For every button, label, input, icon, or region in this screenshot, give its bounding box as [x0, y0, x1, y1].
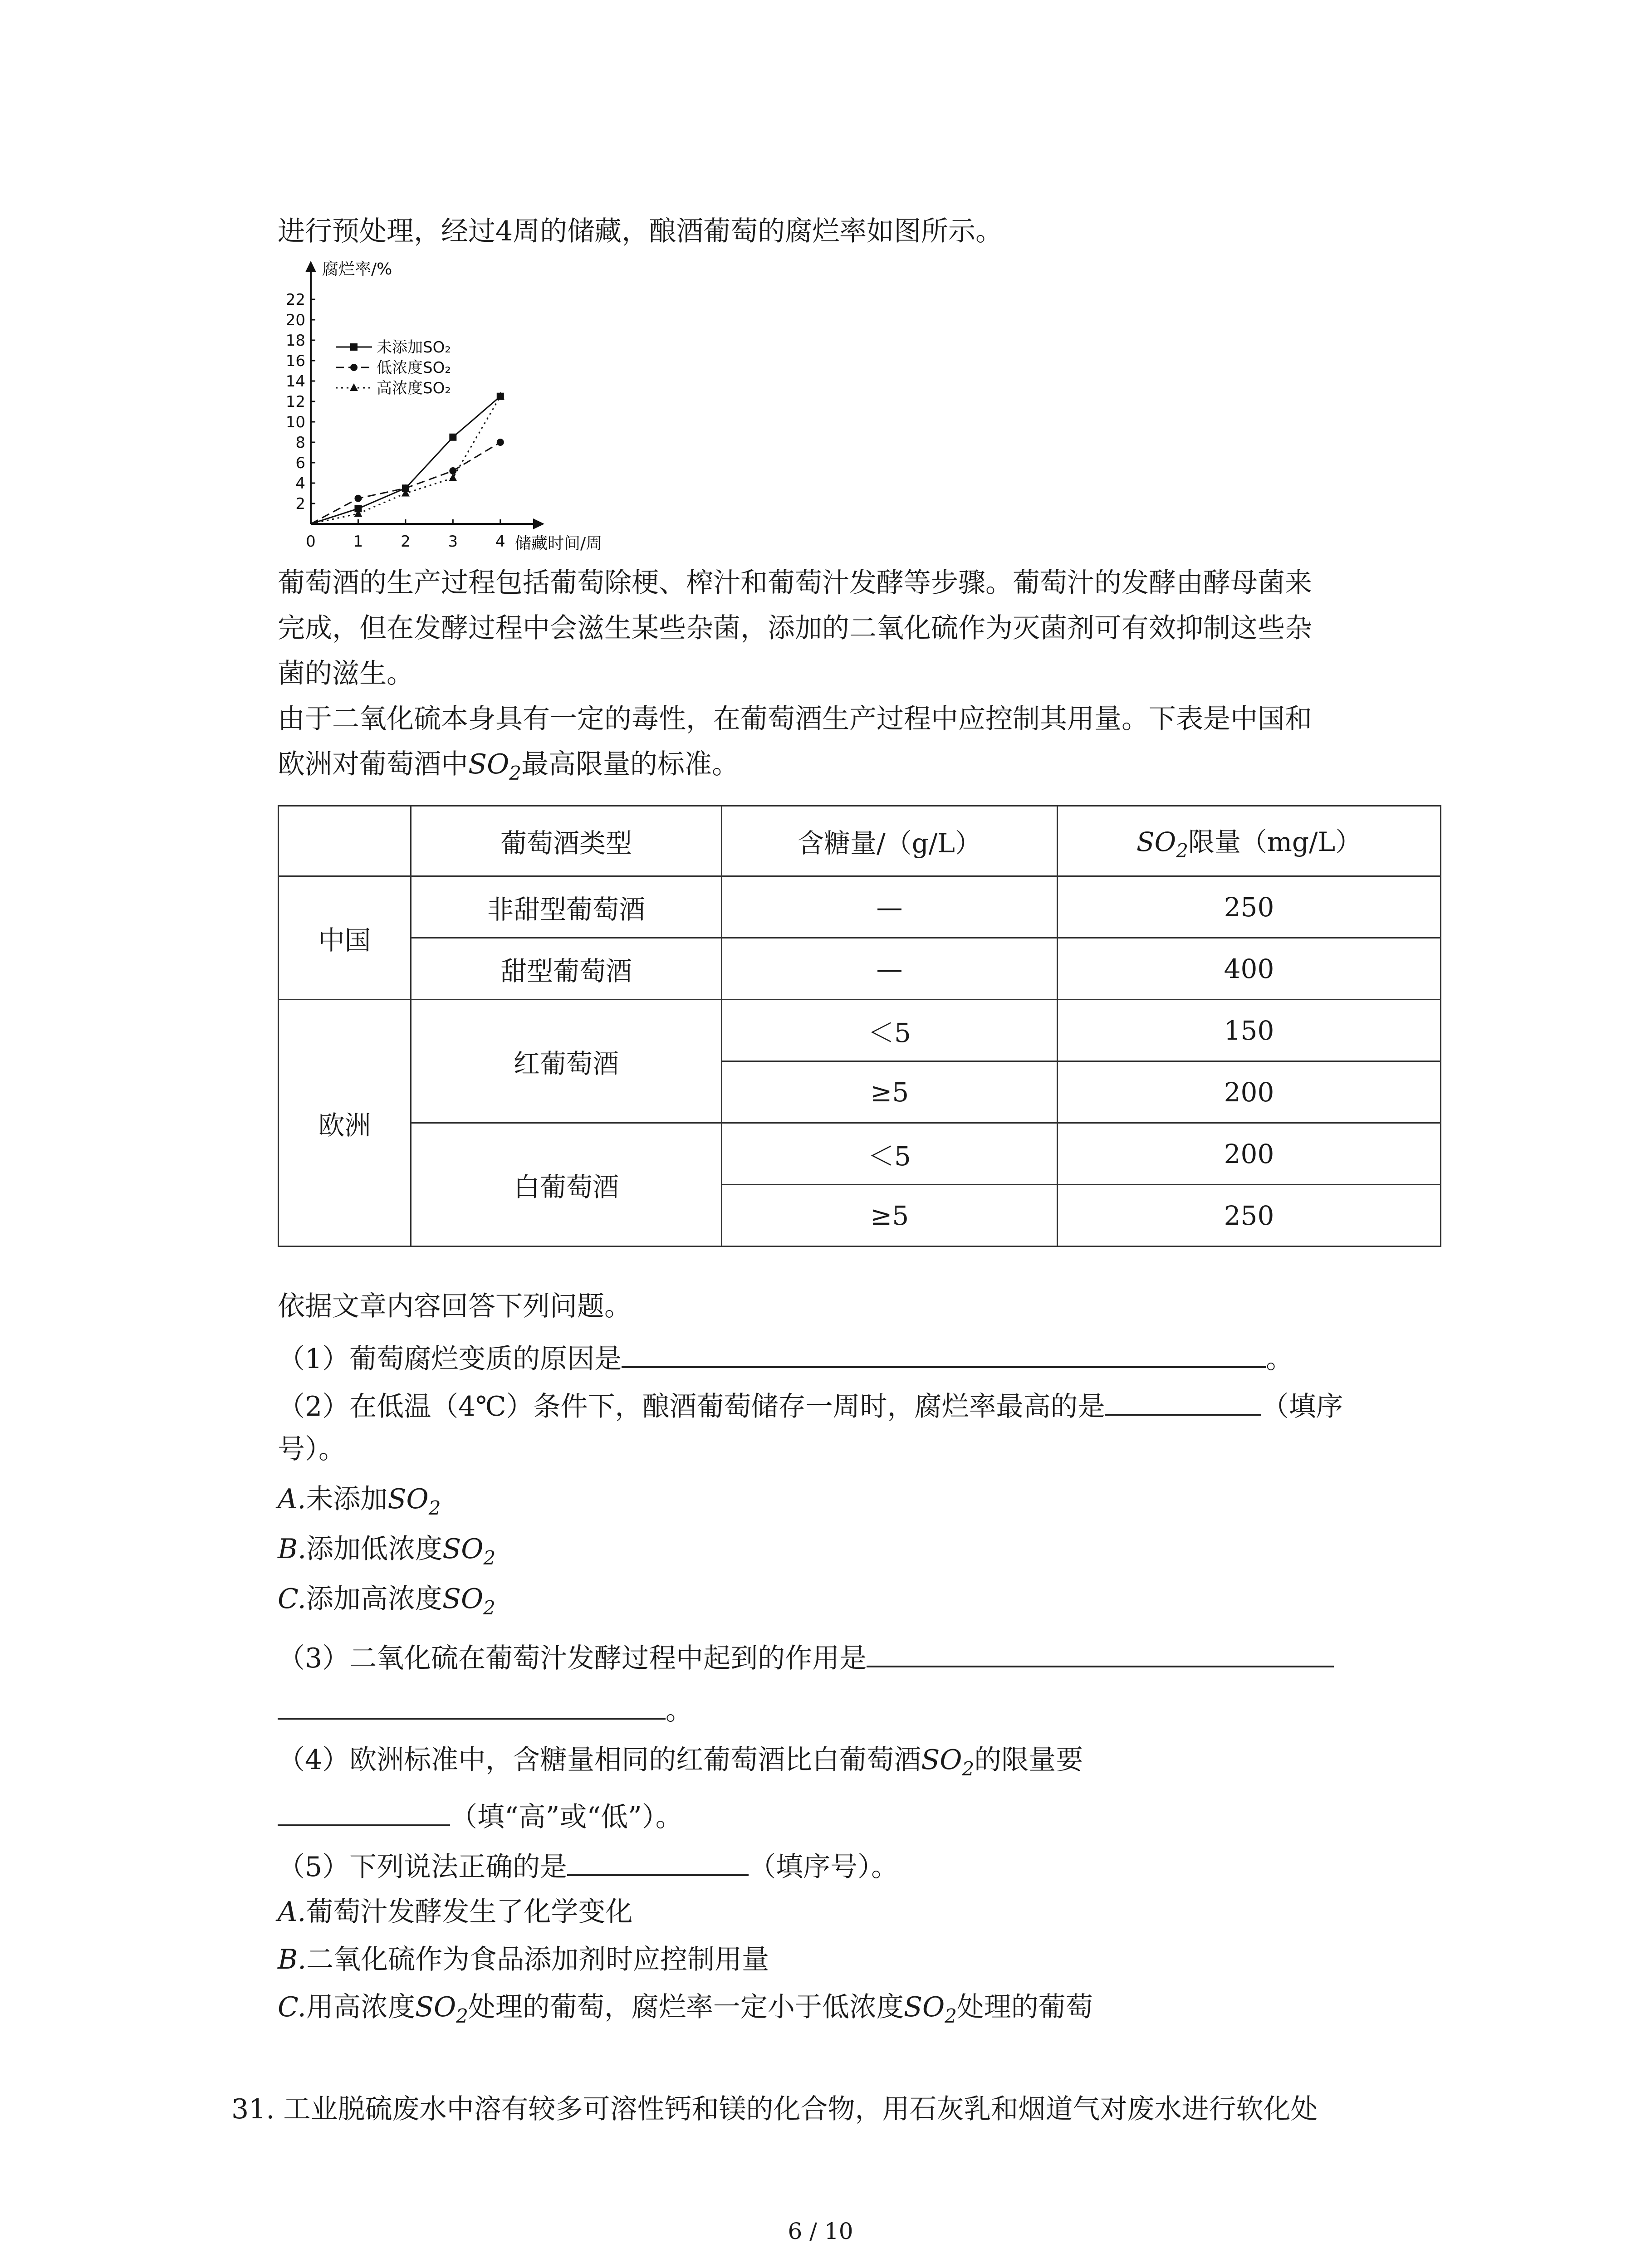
question-2-line2: 号）。 [278, 1433, 346, 1465]
table-header-empty [279, 806, 411, 876]
series-line-3 [311, 396, 500, 524]
question-1: （1）葡萄腐烂变质的原因是 。 [278, 1338, 1293, 1377]
para2-line1: 由于二氧化硫本身具有一定的毒性，在葡萄酒生产过程中应控制其用量。下表是中国和 [278, 703, 1312, 735]
y-axis-label: 腐烂率/% [322, 260, 392, 279]
table-sugar-dry: — [722, 876, 1058, 938]
q2-option-a: A.未添加$SO_2$ [278, 1483, 441, 1519]
table-type-dry: 非甜型葡萄酒 [411, 876, 722, 938]
x-axis-arrow [533, 518, 544, 529]
table-sugar-white-ge: ≥5 [722, 1185, 1058, 1246]
legend-label-1: 未添加SO₂ [377, 338, 451, 357]
x-axis-label: 储藏时间/周 [515, 534, 603, 553]
y-tick-label: 12 [285, 393, 305, 411]
intro-line: 进行预处理，经过4周的储藏，酿酒葡萄的腐烂率如图所示。 [278, 215, 1003, 247]
x-tick-label: 2 [401, 533, 411, 551]
table-limit-red-lt: 150 [1058, 1000, 1441, 1061]
para1-line3: 菌的滋生。 [278, 658, 414, 689]
y-axis-arrow [305, 261, 316, 272]
table-type-sweet: 甜型葡萄酒 [411, 938, 722, 1000]
y-tick-label: 6 [295, 454, 305, 472]
x-tick-label: 0 [306, 533, 316, 551]
question-4: （4）欧洲标准中，含糖量相同的红葡萄酒比白葡萄酒$SO_2$的限量要 [278, 1744, 1083, 1780]
q5-answer-blank[interactable] [567, 1846, 749, 1876]
x-tick-label: 4 [495, 533, 505, 551]
y-tick-label: 8 [295, 434, 305, 452]
data-point [449, 474, 457, 481]
question-31: 31. 工业脱硫废水中溶有较多可溶性钙和镁的化合物，用石灰乳和烟道气对废水进行软化处 [231, 2093, 1318, 2125]
table-limit-red-ge: 200 [1058, 1061, 1441, 1123]
question-2: （2）在低温（4℃）条件下，酿酒葡萄储存一周时，腐烂率最高的是 （填序 [278, 1386, 1343, 1425]
table-sugar-red-ge: ≥5 [722, 1061, 1058, 1123]
table-region-europe: 欧洲 [279, 1000, 411, 1246]
y-tick-label: 16 [285, 352, 305, 370]
q5-option-c: C.用高浓度$SO_2$处理的葡萄，腐烂率一定小于低浓度$SO_2$处理的葡萄 [278, 1991, 1093, 2027]
legend-label-3: 高浓度SO₂ [377, 379, 451, 397]
table-type-white: 白葡萄酒 [411, 1123, 722, 1246]
table-sugar-red-lt: ＜5 [722, 1000, 1058, 1061]
q3-answer-blank-2[interactable] [278, 1690, 666, 1720]
q5-option-b: B.二氧化硫作为食品添加剂时应控制用量 [278, 1944, 769, 1975]
series-line-2 [311, 442, 500, 524]
y-tick-label: 2 [295, 495, 305, 513]
q2-answer-blank[interactable] [1105, 1386, 1261, 1416]
data-point [350, 383, 358, 391]
question-4-line2: （填“高”或“低”）。 [278, 1796, 683, 1835]
table-header-limit: $SO_2$限量（mg/L） [1058, 806, 1441, 876]
y-tick-label: 14 [285, 372, 305, 391]
table-sugar-sweet: — [722, 938, 1058, 1000]
q4-answer-blank[interactable] [278, 1796, 450, 1826]
table-type-red: 红葡萄酒 [411, 1000, 722, 1123]
para2-line2: 欧洲对葡萄酒中$SO_2$最高限量的标准。 [278, 748, 740, 784]
x-tick-label: 1 [353, 533, 363, 551]
q2-option-b: B.添加低浓度$SO_2$ [278, 1533, 496, 1569]
table-region-china: 中国 [279, 876, 411, 1000]
data-point [350, 364, 358, 371]
y-tick-label: 20 [285, 311, 305, 329]
table-header-sugar: 含糖量/（g/L） [722, 806, 1058, 876]
series-line-1 [311, 396, 500, 524]
q2-option-c: C.添加高浓度$SO_2$ [278, 1583, 495, 1619]
so2-limit-table [278, 805, 1441, 1247]
table-sugar-white-lt: ＜5 [722, 1123, 1058, 1185]
data-point [354, 495, 362, 502]
q1-answer-blank[interactable] [622, 1338, 1266, 1368]
y-tick-label: 22 [285, 291, 305, 309]
y-tick-label: 18 [285, 332, 305, 350]
rot-rate-chart [268, 254, 712, 562]
page-number: 6 / 10 [788, 2218, 853, 2244]
question-3: （3）二氧化硫在葡萄汁发酵过程中起到的作用是 [278, 1637, 1334, 1677]
legend-label-2: 低浓度SO₂ [377, 359, 451, 377]
table-header-type: 葡萄酒类型 [411, 806, 722, 876]
table-limit-white-lt: 200 [1058, 1123, 1441, 1185]
question-5: （5）下列说法正确的是 （填序号）。 [278, 1846, 898, 1885]
table-limit-sweet: 400 [1058, 938, 1441, 1000]
q5-option-a: A.葡萄汁发酵发生了化学变化 [278, 1896, 633, 1928]
y-tick-label: 10 [285, 413, 305, 431]
table-limit-dry: 250 [1058, 876, 1441, 938]
data-point [449, 434, 456, 441]
data-point [449, 467, 456, 474]
data-point [350, 343, 358, 351]
question-intro: 依据文章内容回答下列问题。 [278, 1290, 632, 1322]
para1-line2: 完成，但在发酵过程中会滋生某些杂菌，添加的二氧化硫作为灭菌剂可有效抑制这些杂 [278, 612, 1312, 644]
data-point [497, 439, 504, 446]
x-tick-label: 3 [448, 533, 458, 551]
table-limit-white-ge: 250 [1058, 1185, 1441, 1246]
para1-line1: 葡萄酒的生产过程包括葡萄除梗、榨汁和葡萄汁发酵等步骤。葡萄汁的发酵由酵母菌来 [278, 567, 1312, 599]
y-tick-label: 4 [295, 474, 305, 493]
q3-answer-blank-1[interactable] [867, 1637, 1334, 1667]
question-3-line2: 。 [278, 1690, 693, 1729]
